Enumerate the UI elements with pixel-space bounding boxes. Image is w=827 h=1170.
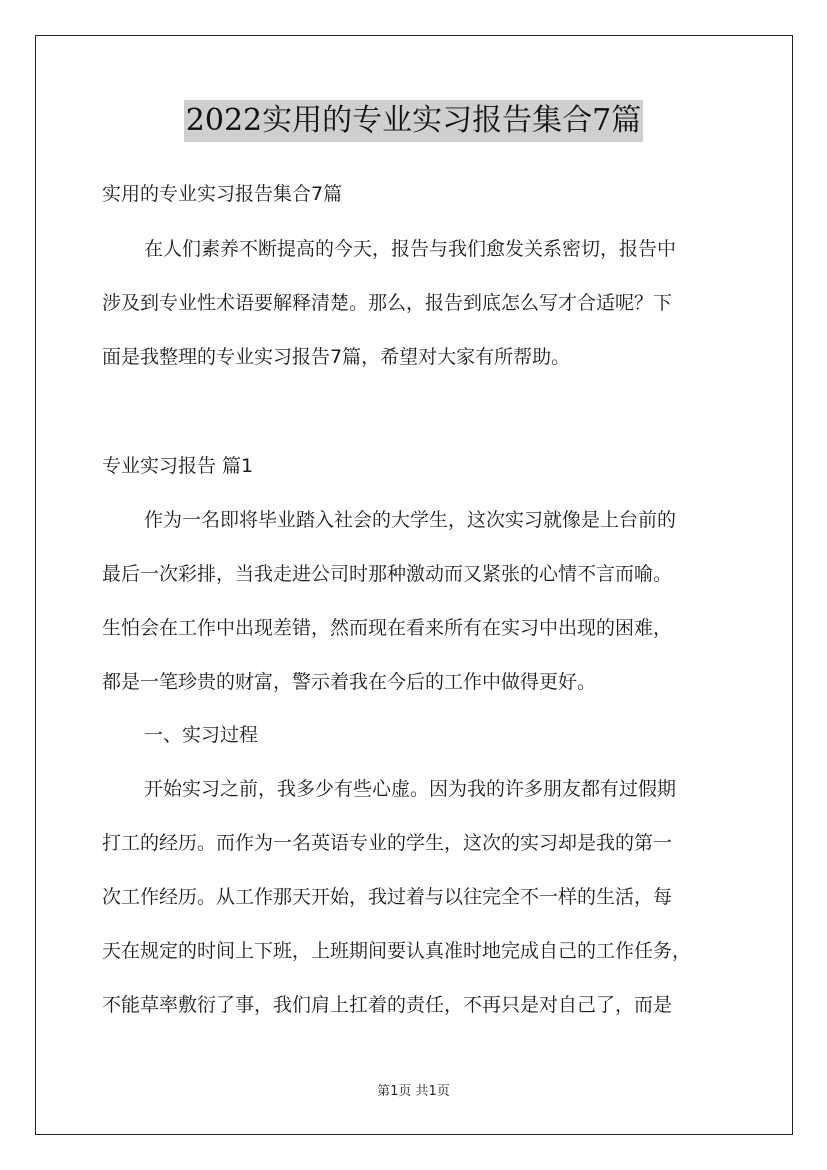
paragraph1-line-4: 都是一笔珍贵的财富，警示着我在今后的工作中做得更好。 [102, 671, 597, 693]
intro-line-1: 在人们素养不断提高的今天，报告与我们愈发关系密切，报告中 [144, 238, 677, 260]
paragraph2-line-3: 次工作经历。从工作那天开始，我过着与以往完全不一样的生活，每 [102, 886, 673, 908]
paragraph2-line-5: 不能草率敷衍了事，我们肩上扛着的责任，不再只是对自己了，而是 [102, 994, 673, 1016]
paragraph1-line-3: 生怕会在工作中出现差错，然而现在看来所有在实习中出现的困难， [102, 617, 673, 639]
intro-line-3: 面是我整理的专业实习报告7篇，希望对大家有所帮助。 [102, 346, 571, 368]
paragraph2-line-4: 天在规定的时间上下班，上班期间要认真准时地完成自己的工作任务， [102, 940, 692, 962]
subheading: 一、实习过程 [144, 724, 259, 746]
paragraph1-line-2: 最后一次彩排，当我走进公司时那种激动而又紧张的心情不言而喻。 [102, 563, 673, 585]
paragraph1-line-1: 作为一名即将毕业踏入社会的大学生，这次实习就像是上台前的 [144, 509, 677, 531]
paragraph2-line-2: 打工的经历。而作为一名英语专业的学生，这次的实习却是我的第一 [102, 832, 673, 854]
document-title: 2022实用的专业实习报告集合7篇 [184, 100, 643, 142]
document-subtitle: 实用的专业实习报告集合7篇 [102, 183, 343, 205]
intro-line-2: 涉及到专业性术语要解释清楚。那么，报告到底怎么写才合适呢？下 [102, 292, 673, 314]
paragraph2-line-1: 开始实习之前，我多少有些心虚。因为我的许多朋友都有过假期 [144, 778, 677, 800]
title-wrapper [0, 100, 827, 142]
page-footer: 第1页 共1页 [377, 1084, 450, 1099]
section-heading: 专业实习报告 篇1 [102, 455, 254, 477]
